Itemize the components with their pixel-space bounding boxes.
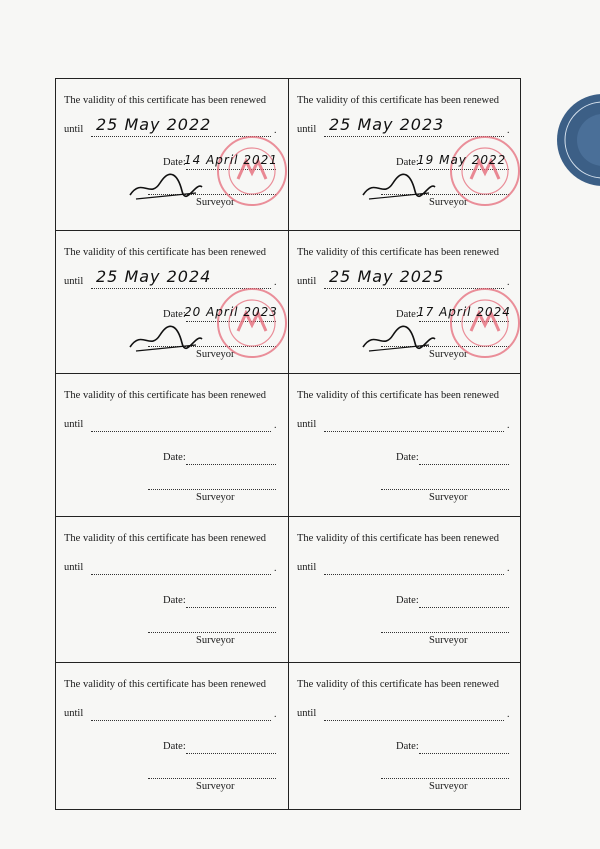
classnk-stamp [449, 135, 521, 207]
until-label: until [297, 562, 317, 573]
date-field[interactable] [186, 753, 276, 754]
renewal-table [55, 78, 521, 810]
until-end-dot: . [274, 420, 277, 431]
until-end-dot: . [507, 277, 510, 288]
renewal-heading: The validity of this certificate has been renewed [297, 95, 500, 106]
until-label: until [64, 419, 84, 430]
signature-field[interactable] [381, 778, 509, 779]
until-end-dot: . [507, 420, 510, 431]
until-label: until [64, 562, 84, 573]
surveyor-label: Surveyor [196, 197, 235, 208]
date-field[interactable] [186, 464, 276, 465]
date-label: Date: [396, 309, 419, 320]
until-label: until [64, 276, 84, 287]
classnk-seal [553, 90, 600, 190]
renewal-block [56, 79, 289, 231]
signature-field[interactable] [381, 632, 509, 633]
until-label: until [64, 708, 84, 719]
until-field[interactable] [91, 431, 271, 432]
date-label: Date: [163, 595, 186, 606]
handwritten-date: 17 April 2024 [417, 305, 511, 319]
surveyor-signature [126, 169, 206, 203]
handwritten-until: 25 May 2022 [96, 115, 212, 134]
until-field[interactable] [324, 574, 504, 575]
signature-field[interactable] [148, 489, 276, 490]
renewal-heading: The validity of this certificate has been renewed [64, 390, 267, 401]
renewal-heading: The validity of this certificate has been renewed [64, 533, 267, 544]
handwritten-until: 25 May 2023 [329, 115, 445, 134]
signature-field[interactable] [148, 632, 276, 633]
handwritten-date: 20 April 2023 [184, 305, 278, 319]
renewal-heading: The validity of this certificate has been renewed [297, 247, 500, 258]
signature-field[interactable] [381, 489, 509, 490]
renewal-block [289, 663, 520, 809]
date-label: Date: [396, 157, 419, 168]
classnk-stamp [216, 135, 288, 207]
surveyor-label: Surveyor [429, 349, 468, 360]
until-field[interactable] [91, 720, 271, 721]
date-field[interactable] [419, 753, 509, 754]
renewal-block [56, 374, 289, 517]
renewal-heading: The validity of this certificate has been renewed [64, 247, 267, 258]
surveyor-label: Surveyor [196, 635, 235, 646]
renewal-heading: The validity of this certificate has been renewed [297, 390, 500, 401]
until-field[interactable] [324, 720, 504, 721]
renewal-block [56, 663, 289, 809]
until-end-dot: . [507, 125, 510, 136]
renewal-block [289, 517, 520, 663]
handwritten-date: 19 May 2022 [417, 153, 507, 167]
renewal-block [56, 231, 289, 374]
surveyor-signature [126, 321, 206, 355]
surveyor-label: Surveyor [429, 635, 468, 646]
until-end-dot: . [274, 277, 277, 288]
until-label: until [297, 708, 317, 719]
handwritten-until: 25 May 2025 [329, 267, 445, 286]
signature-field[interactable] [148, 778, 276, 779]
renewal-heading: The validity of this certificate has been renewed [64, 95, 267, 106]
until-end-dot: . [274, 563, 277, 574]
renewal-heading: The validity of this certificate has been renewed [297, 679, 500, 690]
date-label: Date: [396, 595, 419, 606]
surveyor-label: Surveyor [429, 197, 468, 208]
date-field[interactable] [419, 607, 509, 608]
handwritten-date: 14 April 2021 [184, 153, 278, 167]
renewal-heading: The validity of this certificate has been renewed [64, 679, 267, 690]
date-label: Date: [163, 741, 186, 752]
surveyor-label: Surveyor [196, 492, 235, 503]
until-field[interactable] [91, 574, 271, 575]
surveyor-label: Surveyor [196, 781, 235, 792]
until-label: until [64, 124, 84, 135]
until-end-dot: . [274, 125, 277, 136]
until-end-dot: . [274, 709, 277, 720]
until-end-dot: . [507, 709, 510, 720]
classnk-stamp [449, 287, 521, 359]
date-label: Date: [396, 741, 419, 752]
until-field[interactable] [324, 431, 504, 432]
date-label: Date: [163, 157, 186, 168]
surveyor-signature [359, 321, 439, 355]
classnk-stamp [216, 287, 288, 359]
surveyor-label: Surveyor [196, 349, 235, 360]
renewal-block [56, 517, 289, 663]
surveyor-label: Surveyor [429, 781, 468, 792]
handwritten-until: 25 May 2024 [96, 267, 212, 286]
until-end-dot: . [507, 563, 510, 574]
renewal-block [289, 231, 520, 374]
date-label: Date: [396, 452, 419, 463]
date-label: Date: [163, 309, 186, 320]
renewal-heading: The validity of this certificate has been renewed [297, 533, 500, 544]
until-label: until [297, 276, 317, 287]
date-label: Date: [163, 452, 186, 463]
until-label: until [297, 124, 317, 135]
surveyor-signature [359, 169, 439, 203]
until-label: until [297, 419, 317, 430]
date-field[interactable] [419, 464, 509, 465]
renewal-block [289, 374, 520, 517]
renewal-block [289, 79, 520, 231]
date-field[interactable] [186, 607, 276, 608]
surveyor-label: Surveyor [429, 492, 468, 503]
